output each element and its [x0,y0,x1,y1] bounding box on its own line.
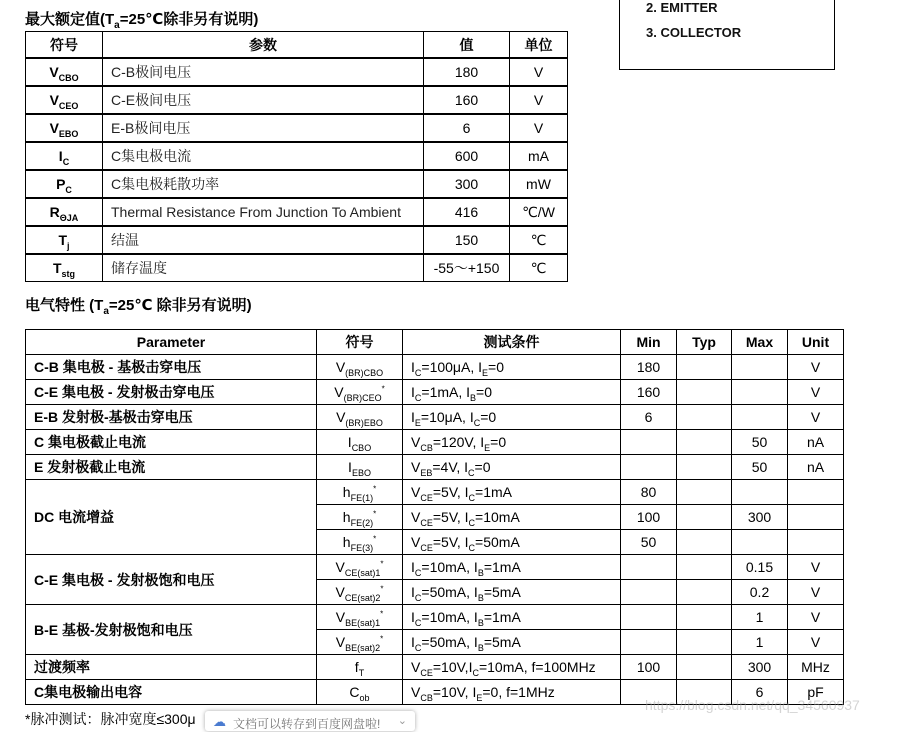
sym-cell: $R_{\Theta JA}$ [26,198,103,226]
max-cell: 0.2 [732,580,788,605]
table-row [26,226,568,254]
unit-cell: V [788,405,844,430]
header-unit: Unit [788,330,844,355]
table-row [26,655,844,680]
unit-cell: ℃ [510,254,568,282]
param-cell: C-E极间电压 [103,86,424,114]
parameter-name: C-B 集电极 - 基极击穿电压 [26,355,317,380]
typ-cell [677,555,732,580]
test-condition: $I_C=50mA$, $I_B=5mA$ [403,630,621,655]
watermark: https://blog.csdn.net/qq_34560937 [645,697,860,713]
max-cell: 1 [732,630,788,655]
test-condition: $I_C=50mA$, $I_B=5mA$ [403,580,621,605]
table-row [26,555,844,580]
table-row [26,605,844,630]
test-condition: $V_{CB}=120V$, $I_E=0$ [403,430,621,455]
symbol-cell: $I_{EBO}$ [317,455,403,480]
min-cell: 6 [621,405,677,430]
parameter-name: 过渡频率 [26,655,317,680]
test-condition: $V_{CE}=5V$, $I_C=10mA$ [403,505,621,530]
table-row [26,430,844,455]
parameter-name: DC 电流增益 [26,480,317,555]
typ-cell [677,530,732,555]
header-conditions: 测试条件 [403,330,621,355]
sym-cell: $T_j$ [26,226,103,254]
symbol-cell: $V_{BE(sat)1}^*$ [317,605,403,630]
ratings-table [25,31,568,282]
header-unit: 单位 [510,32,568,59]
parameter-name: E 发射极截止电流 [26,455,317,480]
min-cell: 100 [621,655,677,680]
typ-cell [677,430,732,455]
typ-cell [677,380,732,405]
pin-item-collector: 3. COLLECTOR [646,25,742,40]
symbol-cell: $h_{FE(2)}^*$ [317,505,403,530]
unit-cell [788,530,844,555]
param-cell: C-B极间电压 [103,58,424,86]
unit-cell: V [788,630,844,655]
symbol-cell: $V_{CE(sat)2}^*$ [317,580,403,605]
min-cell [621,430,677,455]
val-cell: 160 [424,86,510,114]
min-cell [621,555,677,580]
unit-cell: V [788,380,844,405]
header-typ: Typ [677,330,732,355]
param-cell: Thermal Resistance From Junction To Ambient [103,198,424,226]
param-cell: E-B极间电压 [103,114,424,142]
max-cell [732,355,788,380]
header-symbol: 符号 [26,32,103,59]
max-cell: 0.15 [732,555,788,580]
symbol-cell: $f_T$ [317,655,403,680]
unit-cell: V [788,580,844,605]
min-cell [621,455,677,480]
unit-cell: V [788,555,844,580]
test-condition: $V_{CB}=10V$, $I_E=0$, f=1MHz [403,680,621,705]
test-condition: $I_C=10mA$, $I_B=1mA$ [403,555,621,580]
parameter-name: C集电极输出电容 [26,680,317,705]
test-condition: $I_C=10mA$, $I_B=1mA$ [403,605,621,630]
param-cell: 储存温度 [103,254,424,282]
min-cell: 160 [621,380,677,405]
unit-cell: ℃ [510,226,568,254]
test-condition: $I_C=100\mu A$, $I_E=0$ [403,355,621,380]
symbol-cell: $h_{FE(3)}^*$ [317,530,403,555]
min-cell [621,605,677,630]
typ-cell [677,580,732,605]
val-cell: 150 [424,226,510,254]
table-row [26,198,568,226]
max-cell: 1 [732,605,788,630]
unit-cell: V [510,86,568,114]
param-cell: 结温 [103,226,424,254]
header-max: Max [732,330,788,355]
unit-cell: V [510,114,568,142]
max-cell [732,480,788,505]
unit-cell: pF [788,680,844,705]
unit-cell: mA [510,142,568,170]
electrical-title: 电气特性 ($T_a=25℃$ 除非另有说明) [25,297,252,317]
max-cell: 50 [732,430,788,455]
symbol-cell: $V_{(BR)CBO}$ [317,355,403,380]
val-cell: 600 [424,142,510,170]
table-row [26,86,568,114]
min-cell: 50 [621,530,677,555]
chevron-down-icon[interactable]: ⌄ [397,715,407,727]
pin-legend-box [619,0,835,70]
symbol-cell: $V_{BE(sat)2}^*$ [317,630,403,655]
sym-cell: $T_{stg}$ [26,254,103,282]
unit-cell: nA [788,455,844,480]
header-parameter: Parameter [26,330,317,355]
sym-cell: $V_{CBO}$ [26,58,103,86]
test-condition: $V_{CE}=5V$, $I_C=50mA$ [403,530,621,555]
typ-cell [677,505,732,530]
parameter-name: E-B 发射极-基极击穿电压 [26,405,317,430]
min-cell [621,630,677,655]
parameter-name: C-E 集电极 - 发射极击穿电压 [26,380,317,405]
max-cell [732,530,788,555]
val-cell: -55～+150 [424,254,510,282]
table-row [26,114,568,142]
unit-cell: ℃/W [510,198,568,226]
symbol-cell: $C_{ob}$ [317,680,403,705]
parameter-name: C-E 集电极 - 发射极饱和电压 [26,555,317,605]
ratings-title: 最大额定值($T_a=25℃$除非另有说明) [25,11,259,31]
header-parameter: 参数 [103,32,424,59]
table-row [26,480,844,505]
popup-text: 文档可以转存到百度网盘啦! [233,717,381,731]
symbol-cell: $V_{(BR)EBO}$ [317,405,403,430]
sym-cell: $I_C$ [26,142,103,170]
electrical-body [26,355,844,705]
ratings-header-row [26,32,568,59]
min-cell: 80 [621,480,677,505]
electrical-header-row [26,330,844,355]
header-min: Min [621,330,677,355]
val-cell: 300 [424,170,510,198]
sym-cell: $P_C$ [26,170,103,198]
param-cell: C集电极耗散功率 [103,170,424,198]
max-cell: 50 [732,455,788,480]
val-cell: 416 [424,198,510,226]
electrical-table [25,329,844,705]
unit-cell: V [510,58,568,86]
min-cell: 180 [621,355,677,380]
test-condition: $V_{CE}=10V,I_C=10mA$, f=100MHz [403,655,621,680]
baidu-save-popup[interactable] [205,711,415,731]
max-cell: 300 [732,655,788,680]
parameter-name: B-E 基极-发射极饱和电压 [26,605,317,655]
typ-cell [677,405,732,430]
typ-cell [677,655,732,680]
header-symbol: 符号 [317,330,403,355]
typ-cell [677,480,732,505]
max-cell: 6 [732,680,788,705]
max-cell [732,380,788,405]
typ-cell [677,630,732,655]
table-row [26,170,568,198]
unit-cell [788,505,844,530]
min-cell [621,580,677,605]
unit-cell: nA [788,430,844,455]
symbol-cell: $I_{CBO}$ [317,430,403,455]
test-condition: $I_E=10\mu A$, $I_C=0$ [403,405,621,430]
cloud-icon: ☁ [213,714,226,729]
typ-cell [677,455,732,480]
unit-cell: V [788,605,844,630]
param-cell: C集电极电流 [103,142,424,170]
table-row [26,58,568,86]
unit-cell: V [788,355,844,380]
test-condition: $I_C=1mA$, $I_B=0$ [403,380,621,405]
max-cell: 300 [732,505,788,530]
header-value: 值 [424,32,510,59]
typ-cell [677,605,732,630]
symbol-cell: $V_{(BR)CEO}^*$ [317,380,403,405]
sym-cell: $V_{EBO}$ [26,114,103,142]
test-condition: $V_{EB}=4V$, $I_C=0$ [403,455,621,480]
table-row [26,355,844,380]
table-row [26,455,844,480]
table-row [26,254,568,282]
symbol-cell: $h_{FE(1)}^*$ [317,480,403,505]
pulse-test-note: *脉冲测试：脉冲宽度≤300μ [25,711,196,727]
table-row [26,380,844,405]
val-cell: 6 [424,114,510,142]
table-row [26,142,568,170]
unit-cell [788,480,844,505]
max-cell [732,405,788,430]
val-cell: 180 [424,58,510,86]
sym-cell: $V_{CEO}$ [26,86,103,114]
pin-item-emitter: 2. EMITTER [646,0,718,15]
min-cell: 100 [621,505,677,530]
unit-cell: mW [510,170,568,198]
unit-cell: MHz [788,655,844,680]
typ-cell [677,355,732,380]
symbol-cell: $V_{CE(sat)1}^*$ [317,555,403,580]
parameter-name: C 集电极截止电流 [26,430,317,455]
table-row [26,405,844,430]
test-condition: $V_{CE}=5V$, $I_C=1mA$ [403,480,621,505]
